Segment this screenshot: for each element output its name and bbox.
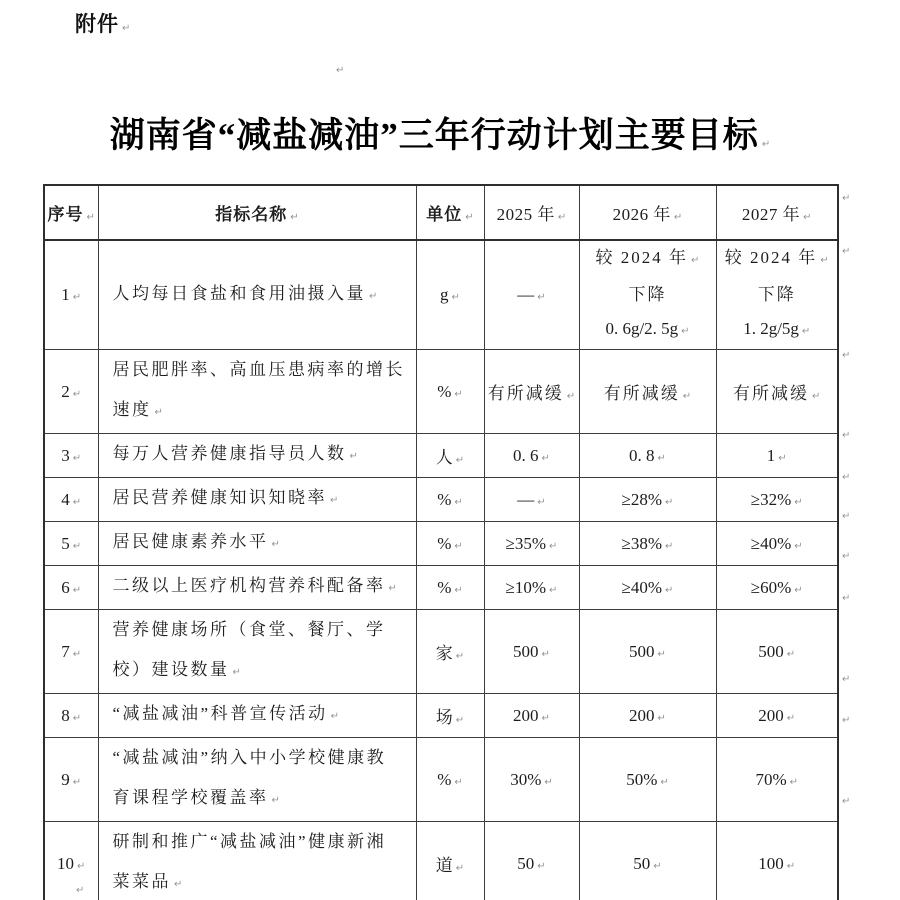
cell-line: 0. 6g/2. 5g ↵ — [580, 312, 716, 349]
cell-2026: ≥28% ↵ — [579, 478, 716, 522]
cell-no: 8 ↵ — [44, 694, 98, 738]
goals-table — [43, 184, 839, 900]
paragraph-mark-icon: ↵ — [842, 472, 851, 483]
table-row — [44, 566, 838, 610]
paragraph-mark-icon: ↵ — [842, 430, 851, 441]
cell-2027: 70% ↵ — [716, 738, 838, 822]
column-header-unit: 单位 ↵ — [416, 185, 484, 240]
cell-indicator-name: “减盐减油”纳入中小学校健康教育课程学校覆盖率 ↵ — [98, 738, 416, 822]
cell-2026: 50 ↵ — [579, 822, 716, 900]
cell-2025: — ↵ — [484, 478, 579, 522]
table-header-row — [44, 185, 838, 240]
cell-indicator-name: 人均每日食盐和食用油摄入量 ↵ — [98, 240, 416, 350]
paragraph-mark-icon: ↵ — [842, 193, 851, 204]
cell-2025: 30% ↵ — [484, 738, 579, 822]
cell-line: 下降 — [628, 285, 667, 304]
table-row — [44, 522, 838, 566]
cell-unit: % ↵ — [416, 478, 484, 522]
cell-2025: 50 ↵ — [484, 822, 579, 900]
cell-2026 — [579, 240, 716, 350]
cell-2026: 0. 8 ↵ — [579, 434, 716, 478]
attachment-label: 附件 ↵ — [75, 8, 130, 38]
cell-2027: 1 ↵ — [716, 434, 838, 478]
cell-no: 6 ↵ — [44, 566, 98, 610]
cell-2026: ≥40% ↵ — [579, 566, 716, 610]
cell-unit: g ↵ — [416, 240, 484, 350]
paragraph-mark-icon: ↵ — [842, 511, 851, 522]
column-header-2027: 2027 年 ↵ — [716, 185, 838, 240]
column-header-no: 序号 ↵ — [44, 185, 98, 240]
cell-2025: 500 ↵ — [484, 610, 579, 694]
table-row — [44, 694, 838, 738]
cell-2027: ≥40% ↵ — [716, 522, 838, 566]
cell-unit: 家 ↵ — [416, 610, 484, 694]
paragraph-mark-icon: ↵ — [842, 796, 851, 807]
page-title: 湖南省“减盐减油”三年行动计划主要目标 ↵ — [43, 108, 837, 158]
cell-no: 4 ↵ — [44, 478, 98, 522]
cell-line: 较 2024 年 ↵ — [580, 241, 716, 278]
cell-2026: 有所减缓 ↵ — [579, 350, 716, 434]
cell-2025: ≥35% ↵ — [484, 522, 579, 566]
table-row — [44, 434, 838, 478]
cell-unit: % ↵ — [416, 738, 484, 822]
cell-2027: ≥32% ↵ — [716, 478, 838, 522]
column-header-2026: 2026 年 ↵ — [579, 185, 716, 240]
cell-indicator-name: 居民肥胖率、高血压患病率的增长速度 ↵ — [98, 350, 416, 434]
cell-no: 3 ↵ — [44, 434, 98, 478]
column-header-indicator-name: 指标名称 ↵ — [98, 185, 416, 240]
cell-unit: 人 ↵ — [416, 434, 484, 478]
cell-line: 1. 2g/5g ↵ — [717, 312, 838, 349]
cell-line: 下降 — [757, 285, 796, 304]
cell-unit: 道 ↵ — [416, 822, 484, 900]
paragraph-mark-icon: ↵ — [76, 885, 85, 896]
cell-no: 9 ↵ — [44, 738, 98, 822]
cell-2027: ≥60% ↵ — [716, 566, 838, 610]
cell-no: 1 ↵ — [44, 240, 98, 350]
table-row — [44, 738, 838, 822]
table-row — [44, 350, 838, 434]
paragraph-mark-icon: ↵ — [842, 593, 851, 604]
cell-indicator-name: 研制和推广“减盐减油”健康新湘菜菜品 ↵ — [98, 822, 416, 900]
cell-2025: — ↵ — [484, 240, 579, 350]
cell-2025: 0. 6 ↵ — [484, 434, 579, 478]
paragraph-mark-icon: ↵ — [842, 350, 851, 361]
cell-2027 — [716, 240, 838, 350]
cell-indicator-name: 每万人营养健康指导员人数 ↵ — [98, 434, 416, 478]
cell-no: 5 ↵ — [44, 522, 98, 566]
table-row — [44, 478, 838, 522]
cell-no: 7 ↵ — [44, 610, 98, 694]
paragraph-mark-icon: ↵ — [336, 65, 345, 76]
cell-unit: 场 ↵ — [416, 694, 484, 738]
cell-indicator-name: 营养健康场所（食堂、餐厅、学校）建设数量 ↵ — [98, 610, 416, 694]
cell-2025: 有所减缓 ↵ — [484, 350, 579, 434]
cell-2027: 有所减缓 ↵ — [716, 350, 838, 434]
cell-no: 10 ↵ — [44, 822, 98, 900]
paragraph-mark-icon: ↵ — [842, 674, 851, 685]
cell-indicator-name: 居民健康素养水平 ↵ — [98, 522, 416, 566]
paragraph-mark-icon: ↵ — [842, 246, 851, 257]
cell-2027: 500 ↵ — [716, 610, 838, 694]
cell-unit: % ↵ — [416, 350, 484, 434]
cell-line: 较 2024 年 ↵ — [717, 241, 838, 278]
cell-2025: 200 ↵ — [484, 694, 579, 738]
column-header-2025: 2025 年 ↵ — [484, 185, 579, 240]
cell-2027: 200 ↵ — [716, 694, 838, 738]
cell-2027: 100 ↵ — [716, 822, 838, 900]
table-row — [44, 822, 838, 900]
paragraph-mark-icon: ↵ — [842, 551, 851, 562]
table-row — [44, 610, 838, 694]
cell-unit: % ↵ — [416, 522, 484, 566]
cell-indicator-name: 居民营养健康知识知晓率 ↵ — [98, 478, 416, 522]
cell-2026: 200 ↵ — [579, 694, 716, 738]
cell-2026: ≥38% ↵ — [579, 522, 716, 566]
cell-indicator-name: “减盐减油”科普宣传活动 ↵ — [98, 694, 416, 738]
cell-indicator-name: 二级以上医疗机构营养科配备率 ↵ — [98, 566, 416, 610]
cell-2025: ≥10% ↵ — [484, 566, 579, 610]
cell-2026: 500 ↵ — [579, 610, 716, 694]
table-row — [44, 240, 838, 350]
cell-no: 2 ↵ — [44, 350, 98, 434]
cell-unit: % ↵ — [416, 566, 484, 610]
paragraph-mark-icon: ↵ — [842, 715, 851, 726]
cell-2026: 50% ↵ — [579, 738, 716, 822]
